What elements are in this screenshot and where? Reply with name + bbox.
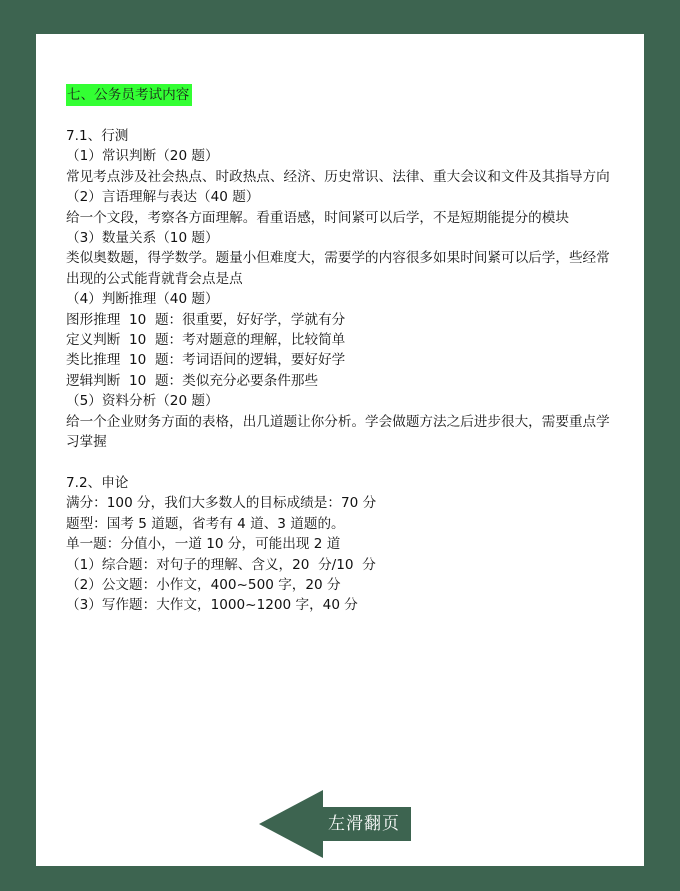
paragraph-line: （1）常识判断（20 题）: [66, 148, 219, 165]
paragraph-line: （4）判断推理（40 题）: [66, 291, 219, 308]
section-title-shenlun: 7.2、申论: [66, 474, 129, 491]
left-arrow-icon: [259, 790, 323, 858]
paragraph-line: （5）资料分析（20 题）: [66, 393, 219, 410]
document-content: [66, 84, 622, 616]
paragraph-line: （3）写作题：大作文，1000~1200 字，40 分: [66, 597, 358, 614]
swipe-left-button[interactable]: [259, 790, 411, 858]
paragraph-line: 给一个企业财务方面的表格，出几道题让你分析。学会做题方法之后进步很大，需要重点学习掌握: [66, 413, 610, 451]
paragraph-line: 类比推理 10 题：考词语间的逻辑，要好好学: [66, 352, 346, 369]
paragraph-line: 单一题：分值小，一道 10 分，可能出现 2 道: [66, 536, 341, 553]
paragraph-line: 图形推理 10 题：很重要，好好学，学就有分: [66, 311, 346, 328]
paragraph-line: 满分：100 分，我们大多数人的目标成绩是：70 分: [66, 495, 377, 512]
section-title-xingce: 7.1、行测: [66, 128, 129, 144]
paragraph-line: 定义判断 10 题：考对题意的理解，比较简单: [66, 332, 346, 349]
paragraph-line: 逻辑判断 10 题：类似充分必要条件那些: [66, 372, 319, 389]
paragraph-line: （2）言语理解与表达（40 题）: [66, 189, 260, 206]
paragraph-gap: [66, 453, 622, 473]
paragraph-line: 给一个文段，考察各方面理解。看重语感，时间紧可以后学，不是短期能提分的模块: [66, 209, 569, 226]
paragraph-line: 常见考点涉及社会热点、时政热点、经济、历史常识、法律、重大会议和文件及其指导方向: [66, 168, 610, 185]
paragraph-line: （1）综合题：对句子的理解、含义，20 分/10 分: [66, 556, 376, 573]
swipe-left-label: 左滑翻页: [328, 814, 400, 834]
document-page: [36, 34, 644, 866]
paragraph-line: 题型：国考 5 道题，省考有 4 道、3 道题的。: [66, 515, 345, 532]
paragraph-line: （2）公文题：小作文，400~500 字，20 分: [66, 576, 341, 593]
section-heading: 七、公务员考试内容: [66, 84, 192, 106]
paragraph-line: 类似奥数题，得学数学。题量小但难度大，需要学的内容很多如果时间紧可以后学，些经常出现的公式能背就背会点是点: [66, 250, 610, 287]
paragraph-line: （3）数量关系（10 题）: [66, 230, 219, 247]
